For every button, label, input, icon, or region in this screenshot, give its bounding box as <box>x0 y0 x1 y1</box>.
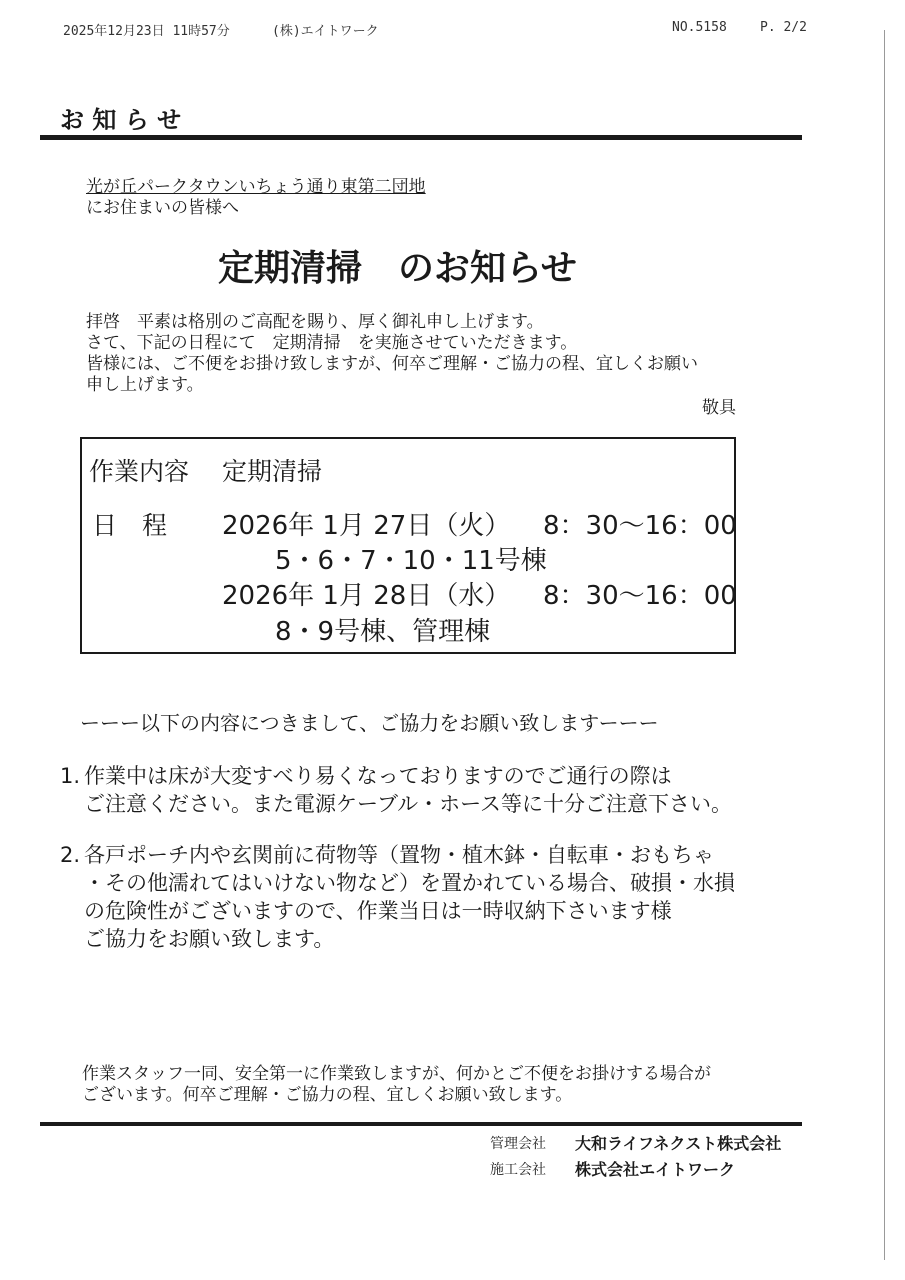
item-1-line-1: 作業中は床が大変すべり易くなっておりますのでご通行の際は <box>84 764 672 788</box>
footer-note-line-1: 作業スタッフ一同、安全第一に作業致しますが、何かとご不便をお掛けする場合が <box>82 1064 711 1084</box>
fax-page: P. 2/2 <box>760 20 807 35</box>
addressee-line-1: 光が丘パークタウンいちょう通り東第二団地 <box>86 177 426 197</box>
scan-edge <box>884 30 885 1260</box>
schedule-time-1: 8：30～16：00 <box>543 511 737 541</box>
company-name-1: 大和ライフネクスト株式会社 <box>575 1134 782 1153</box>
item-1-line-2: ご注意ください。また電源ケーブル・ホース等に十分ご注意下さい。 <box>84 792 733 816</box>
fax-datetime: 2025年12月23日 11時57分 <box>63 24 230 39</box>
fax-number: NO.5158 <box>672 20 727 35</box>
footer-rule <box>40 1122 802 1126</box>
company-role-2: 施工会社 <box>490 1162 546 1178</box>
item-number-2: 2. <box>60 843 81 867</box>
heading-rule <box>40 135 802 140</box>
item-2-line-1: 各戸ポーチ内や玄関前に荷物等（置物・植木鉢・自転車・おもちゃ <box>84 843 714 867</box>
document-title: 定期清掃 のお知らせ <box>218 248 577 289</box>
addressee-line-2: にお住まいの皆様へ <box>86 198 239 218</box>
schedule-buildings-1: 5・6・7・10・11号棟 <box>275 546 547 576</box>
notice-heading: お 知 ら せ <box>60 106 182 134</box>
greeting-closing: 敬具 <box>702 398 736 418</box>
greeting-line-4: 申し上げます。 <box>86 375 204 395</box>
item-number-1: 1. <box>60 764 81 788</box>
greeting-line-3: 皆様には、ご不便をお掛け致しますが、何卒ご理解・ご協力の程、宜しくお願い <box>86 354 698 374</box>
greeting-line-1: 拝啓 平素は格別のご高配を賜り、厚く御礼申し上げます。 <box>86 312 544 332</box>
company-role-1: 管理会社 <box>490 1136 546 1152</box>
greeting-line-2: さて、下記の日程にて 定期清掃 を実施させていただきます。 <box>86 333 578 353</box>
content-value: 定期清掃 <box>222 457 323 486</box>
item-2-line-3: の危険性がございますので、作業当日は一時収納下さいます様 <box>84 899 672 923</box>
item-2-line-4: ご協力をお願い致します。 <box>84 927 335 951</box>
fax-sender: (株)エイトワーク <box>272 24 379 39</box>
footer-note-line-2: ございます。何卒ご理解・ご協力の程、宜しくお願い致します。 <box>82 1085 573 1105</box>
cooperation-heading: ーーー以下の内容につきまして、ご協力をお願い致しますーーー <box>80 711 659 735</box>
schedule-label: 日 程 <box>92 511 168 540</box>
item-2-line-2: ・その他濡れてはいけない物など）を置かれている場合、破損・水損 <box>84 871 735 895</box>
schedule-date-1: 2026年 1月 27日（火） <box>222 511 511 541</box>
schedule-buildings-2: 8・9号棟、管理棟 <box>275 617 491 647</box>
schedule-time-2: 8：30～16：00 <box>543 581 737 611</box>
schedule-date-2: 2026年 1月 28日（水） <box>222 581 511 611</box>
company-name-2: 株式会社エイトワーク <box>575 1160 736 1179</box>
content-label: 作業内容 <box>89 457 190 486</box>
